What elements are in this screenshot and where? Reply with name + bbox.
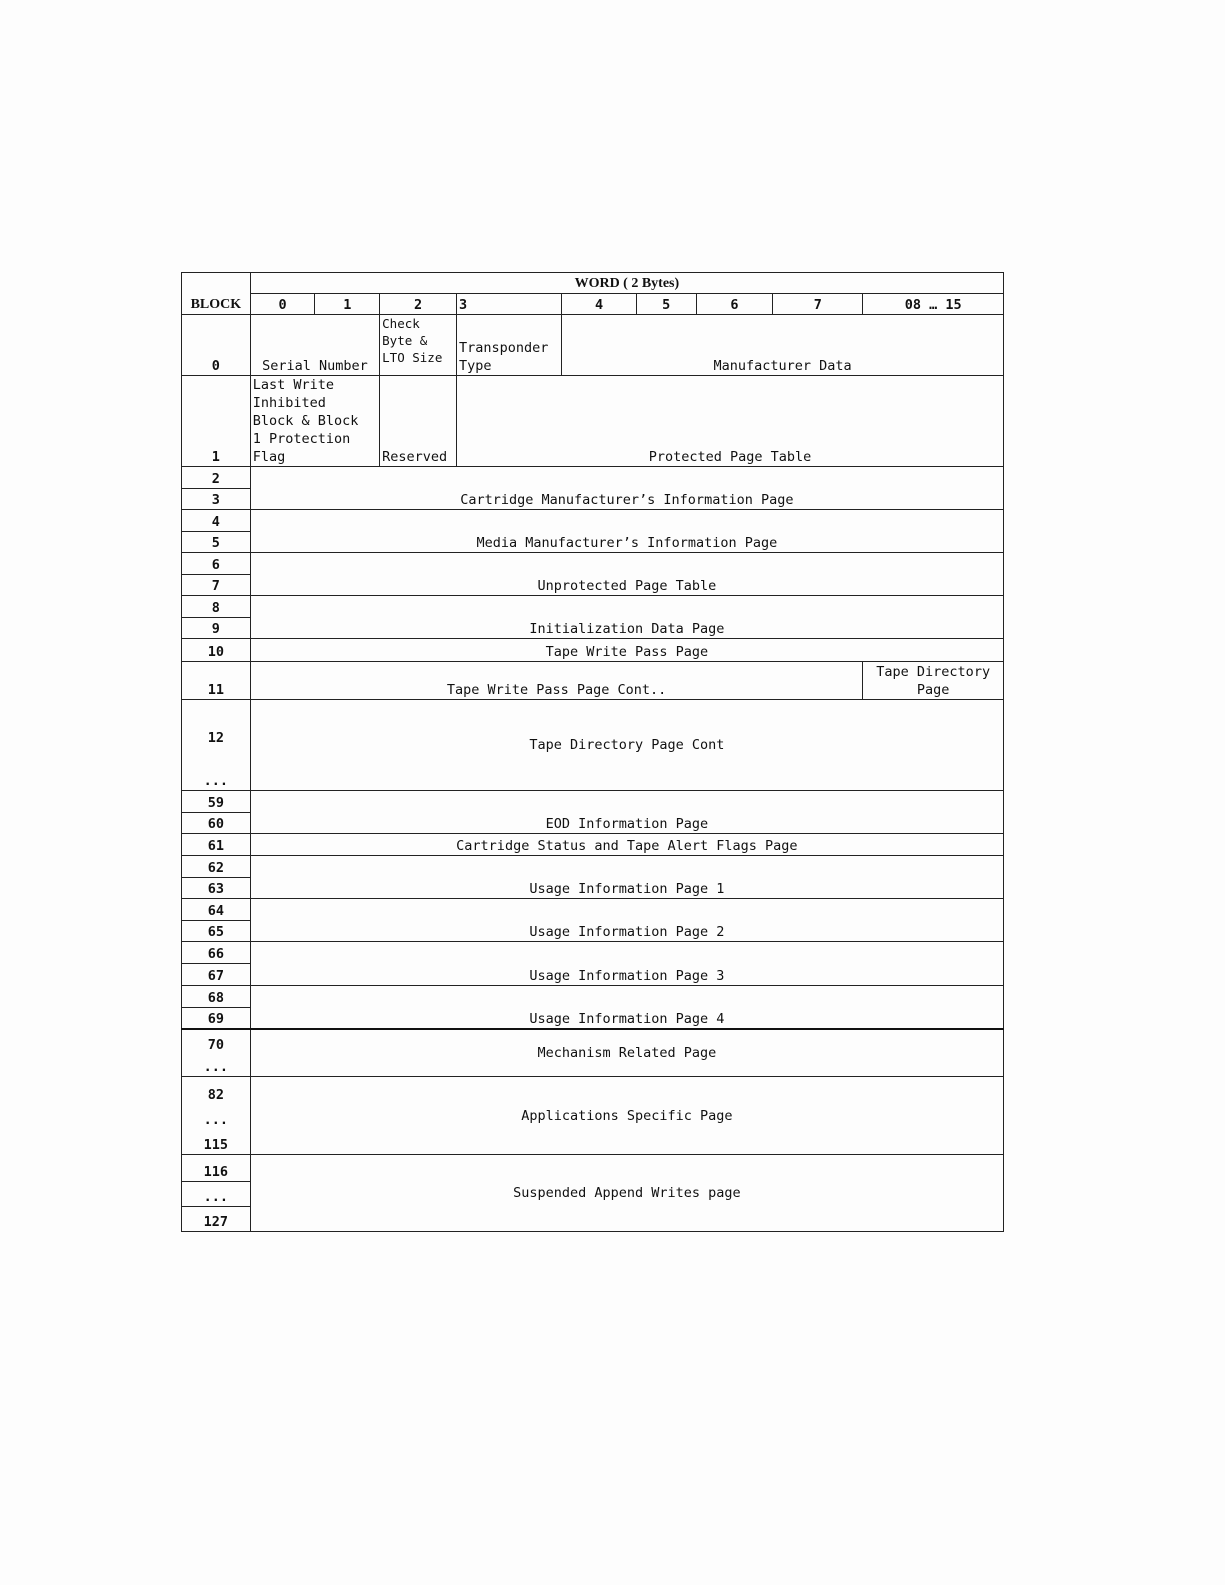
block-number: 70	[182, 1029, 251, 1054]
applications-specific-cell: Applications Specific Page	[250, 1077, 1003, 1155]
block-number: 4	[182, 510, 251, 532]
block-ellipsis: ...	[182, 1182, 251, 1207]
last-write-cell: Last Write Inhibited Block & Block 1 Protection Flag	[250, 376, 379, 467]
serial-number-cell: Serial Number	[250, 315, 379, 376]
mechanism-related-cell: Mechanism Related Page	[250, 1029, 1003, 1077]
block-number: 60	[182, 813, 251, 834]
cartridge-manufacturer-info-cell: Cartridge Manufacturer’s Information Page	[250, 467, 1003, 510]
word-col-3: 3	[456, 294, 561, 315]
cartridge-status-cell: Cartridge Status and Tape Alert Flags Page	[250, 834, 1003, 856]
check-byte-cell: Check Byte & LTO Size	[380, 315, 457, 376]
tape-write-pass-cell: Tape Write Pass Page	[250, 639, 1003, 662]
word-col-6: 6	[696, 294, 773, 315]
block-number: 64	[182, 899, 251, 921]
protected-page-table-cell: Protected Page Table	[456, 376, 1003, 467]
block-number: 61	[182, 834, 251, 856]
memory-map-table	[181, 272, 1004, 1232]
block-number: 9	[182, 618, 251, 639]
block-number: 5	[182, 532, 251, 553]
block-number: 12	[182, 700, 251, 747]
eod-information-cell: EOD Information Page	[250, 791, 1003, 834]
suspended-append-writes-cell: Suspended Append Writes page	[250, 1155, 1003, 1232]
reserved-cell: Reserved	[380, 376, 457, 467]
usage-info-3-cell: Usage Information Page 3	[250, 942, 1003, 986]
block-ellipsis: ...	[182, 1054, 251, 1077]
usage-info-2-cell: Usage Information Page 2	[250, 899, 1003, 942]
word-col-4: 4	[562, 294, 637, 315]
unprotected-page-table-cell: Unprotected Page Table	[250, 553, 1003, 596]
block-number: 7	[182, 575, 251, 596]
block-header: BLOCK	[182, 294, 251, 315]
usage-info-1-cell: Usage Information Page 1	[250, 856, 1003, 899]
tape-write-pass-cont-cell: Tape Write Pass Page Cont..	[250, 662, 863, 700]
block-number: 69	[182, 1008, 251, 1029]
block-number: 65	[182, 921, 251, 942]
tape-directory-cont-cell: Tape Directory Page Cont	[250, 700, 1003, 791]
block-number: 6	[182, 553, 251, 575]
block-number: 59	[182, 791, 251, 813]
word-col-7: 7	[773, 294, 863, 315]
block-number: 10	[182, 639, 251, 662]
block-number: 67	[182, 964, 251, 986]
media-manufacturer-info-cell: Media Manufacturer’s Information Page	[250, 510, 1003, 553]
block-number: 127	[182, 1207, 251, 1232]
word-col-2: 2	[380, 294, 457, 315]
block-number: 68	[182, 986, 251, 1008]
block-number: 116	[182, 1155, 251, 1182]
initialization-data-cell: Initialization Data Page	[250, 596, 1003, 639]
block-number: 2	[182, 467, 251, 489]
transponder-type-cell: Transponder Type	[456, 315, 561, 376]
tape-directory-cell: Tape Directory Page	[863, 662, 1004, 700]
block-number: 0	[182, 315, 251, 376]
block-ellipsis: ...	[182, 747, 251, 791]
word-col-8-15: 08 … 15	[863, 294, 1004, 315]
block-number: 66	[182, 942, 251, 964]
block-header-top	[182, 273, 251, 294]
block-number: 11	[182, 662, 251, 700]
block-number: 82	[182, 1077, 251, 1104]
block-ellipsis: ...	[182, 1104, 251, 1129]
block-number: 62	[182, 856, 251, 878]
block-number: 8	[182, 596, 251, 618]
word-header: WORD ( 2 Bytes)	[250, 273, 1003, 294]
block-number: 63	[182, 878, 251, 899]
manufacturer-data-cell: Manufacturer Data	[562, 315, 1004, 376]
word-col-5: 5	[636, 294, 696, 315]
block-number: 3	[182, 489, 251, 510]
block-number: 1	[182, 376, 251, 467]
usage-info-4-cell: Usage Information Page 4	[250, 986, 1003, 1029]
block-number: 115	[182, 1129, 251, 1155]
word-col-1: 1	[315, 294, 380, 315]
word-col-0: 0	[250, 294, 315, 315]
